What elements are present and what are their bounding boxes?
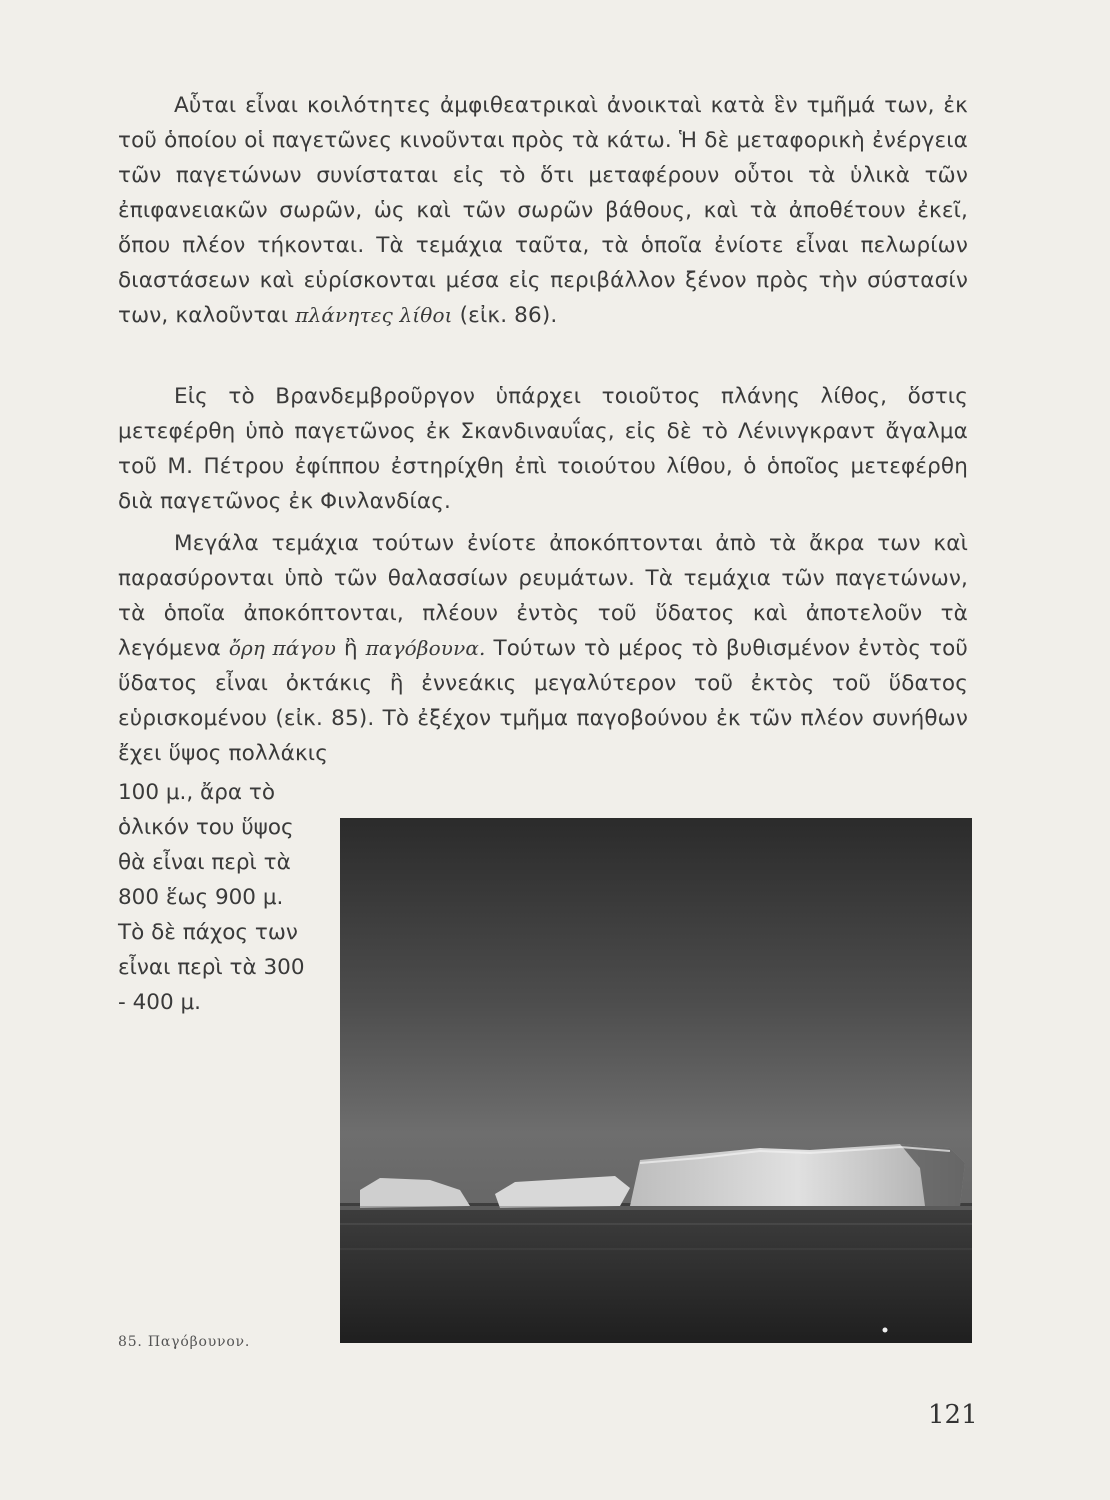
side-line: 800 ἕως 900 μ.: [118, 885, 284, 910]
side-line: - 400 μ.: [118, 990, 201, 1015]
figure-caption: 85. Παγόβουνον.: [118, 1334, 251, 1350]
paragraph-3-or: ἢ: [343, 636, 358, 661]
paragraph-1-ref: (εἰκ. 86).: [459, 303, 558, 328]
side-line: ὁλικόν του ὕψος: [118, 815, 294, 840]
paragraph-2: [118, 379, 968, 519]
iceberg-photo: [340, 818, 972, 1343]
paragraph-3: [118, 526, 968, 771]
side-text-column: [118, 775, 338, 1020]
page-number: 121: [928, 1400, 978, 1430]
side-line: Τὸ δὲ πάχος των: [118, 920, 298, 945]
paragraph-1: [118, 88, 968, 333]
paragraph-1-text: Αὗται εἶναι κοιλότητες ἀμφιθεατρικαὶ ἀνοικταὶ κατὰ ἓν τμῆμά των, ἐκ τοῦ ὁποίου οἱ παγετῶνες κινοῦνται πρὸς τὰ κάτω. Ἡ δὲ μεταφορικὴ ἐνέργεια τῶν παγετώνων συνίσταται εἰς τὸ ὅτι μεταφέρουν οὗτοι τὰ ὑλικὰ τῶν ἐπιφανειακῶν σωρῶν, ὡς καὶ τῶν σωρῶν βάθους, καὶ τὰ ἀποθέτουν ἐκεῖ, ὅπου πλέον τήκονται. Τὰ τεμάχια ταῦτα, τὰ ὁποῖα ἐνίοτε εἶναι πελωρίων διαστάσεων καὶ εὑρίσκονται μέσα εἰς περιβάλλον ξένον πρὸς τὴν σύστασίν των, καλοῦνται: [118, 93, 968, 328]
iceberg-image: [340, 818, 972, 1343]
term-ice-mountains: ὄρη πάγου: [228, 636, 337, 660]
paragraph-3-tail: Τούτων τὸ μέρος τὸ βυθισμένον ἐντὸς τοῦ ὕδατος εἶναι ὀκτάκις ἢ ἐννεάκις μεγαλύτερον τοῦ ἐκτὸς τοῦ ὕδατος εὑρισκομένου (εἰκ. 85). Τὸ ἐξέχον τμῆμα παγοβούνου ἐκ τῶν πλέον συνήθων ἔχει ὕψος πολλάκις: [118, 636, 969, 766]
side-line: θὰ εἶναι περὶ τὰ: [118, 850, 291, 875]
term-wandering-stones: πλάνητες λίθοι: [295, 303, 453, 327]
paragraph-3-text: Μεγάλα τεμάχια τούτων ἐνίοτε ἀποκόπτονται ἀπὸ τὰ ἄκρα των καὶ παρασύρονται ὑπὸ τῶν θαλασσίων ρευμάτων. Τὰ τεμάχια τῶν παγετώνων, τὰ ὁποῖα ἀποκόπτονται, πλέουν ἐντὸς τοῦ ὕδατος καὶ ἀποτελοῦν τὰ λεγόμενα: [118, 531, 968, 661]
paragraph-2-text: Εἰς τὸ Βρανδεμβροῦργον ὑπάρχει τοιοῦτος πλάνης λίθος, ὅστις μετεφέρθη ὑπὸ παγετῶνος ἐκ Σκανδιναυΐας, εἰς δὲ τὸ Λένινγκραντ ἄγαλμα τοῦ Μ. Πέτρου ἐφίππου ἐστηρίχθη ἐπὶ τοιούτου λίθου, ὁ ὁποῖος μετεφέρθη διὰ παγετῶνος ἐκ Φινλανδίας.: [118, 384, 968, 514]
side-line: εἶναι περὶ τὰ 300: [118, 955, 305, 980]
side-line: 100 μ., ἄρα τὸ: [118, 780, 275, 805]
term-icebergs: παγόβουνα.: [365, 636, 486, 660]
